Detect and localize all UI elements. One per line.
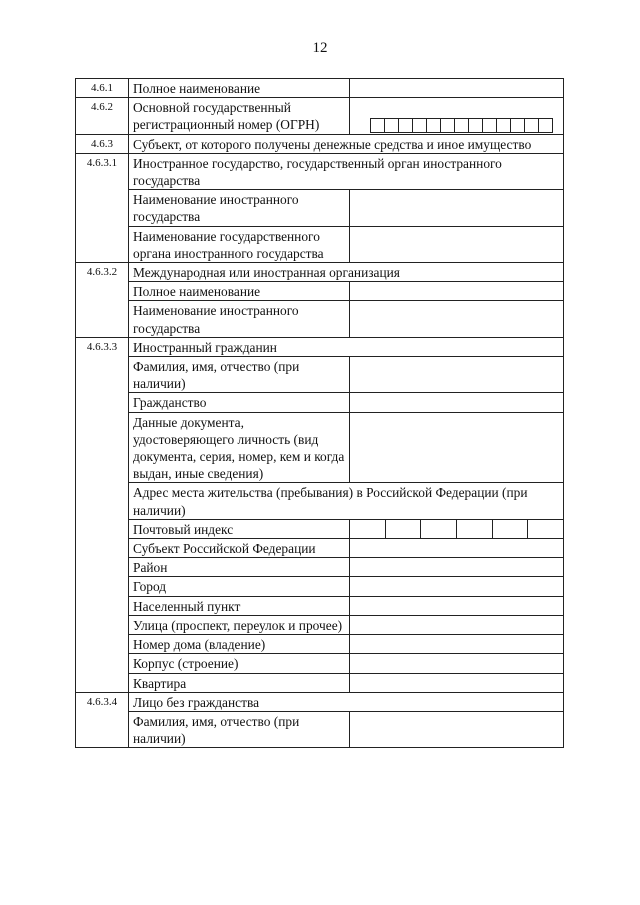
- field-label: Номер дома (владение): [129, 635, 350, 654]
- ogrn-digit-box[interactable]: [510, 118, 525, 133]
- row-number: 4.6.2: [76, 98, 129, 134]
- row-4-6-3-4: [76, 692, 564, 711]
- citizenship-field[interactable]: [350, 393, 564, 412]
- apartment-field[interactable]: [350, 673, 564, 692]
- section-heading: Адрес места жительства (пребывания) в Российской Федерации (при наличии): [129, 483, 564, 519]
- district-field[interactable]: [350, 558, 564, 577]
- foreign-state-name-field[interactable]: [350, 190, 564, 226]
- postal-digit-box[interactable]: [456, 520, 492, 538]
- row-4-6-3-2: [76, 263, 564, 282]
- ogrn-digit-box[interactable]: [468, 118, 483, 133]
- section-heading: Лицо без гражданства: [129, 692, 564, 711]
- ogrn-digit-box[interactable]: [426, 118, 441, 133]
- row-number: 4.6.3: [76, 134, 129, 153]
- organization-full-name-field[interactable]: [350, 282, 564, 301]
- field-label: Наименование государственного органа иностранного государства: [129, 226, 350, 262]
- identity-document-field[interactable]: [350, 412, 564, 483]
- field-label: Субъект Российской Федерации: [129, 539, 350, 558]
- ogrn-digit-box[interactable]: [398, 118, 413, 133]
- ogrn-digit-box[interactable]: [370, 118, 385, 133]
- state-body-name-field[interactable]: [350, 226, 564, 262]
- disclosure-form-table: [75, 78, 564, 748]
- field-label: Фамилия, имя, отчество (при наличии): [129, 711, 350, 747]
- field-label: Наименование иностранного государства: [129, 301, 350, 337]
- postal-digit-box[interactable]: [527, 520, 563, 538]
- row-number: 4.6.1: [76, 79, 129, 98]
- row-number: 4.6.3.3: [76, 337, 129, 692]
- field-label: Наименование иностранного государства: [129, 190, 350, 226]
- organization-state-name-field[interactable]: [350, 301, 564, 337]
- street-field[interactable]: [350, 615, 564, 634]
- field-label: Улица (проспект, переулок и прочее): [129, 615, 350, 634]
- field-label: Населенный пункт: [129, 596, 350, 615]
- postal-code-field[interactable]: [350, 519, 564, 538]
- stateless-full-name-field[interactable]: [350, 711, 564, 747]
- field-label: Гражданство: [129, 393, 350, 412]
- row-4-6-3: [76, 134, 564, 153]
- postal-digit-box[interactable]: [385, 520, 421, 538]
- ogrn-digit-box[interactable]: [440, 118, 455, 133]
- field-label: Фамилия, имя, отчество (при наличии): [129, 357, 350, 393]
- postal-code-digit-boxes[interactable]: [350, 520, 563, 538]
- house-number-field[interactable]: [350, 635, 564, 654]
- ogrn-digit-box[interactable]: [454, 118, 469, 133]
- row-number: 4.6.3.1: [76, 153, 129, 262]
- field-label: Корпус (строение): [129, 654, 350, 673]
- page-number: 12: [312, 40, 328, 56]
- section-heading: Иностранный гражданин: [129, 337, 564, 356]
- building-field[interactable]: [350, 654, 564, 673]
- field-label: Квартира: [129, 673, 350, 692]
- field-label: Основной государственный регистрационный номер (ОГРН): [129, 98, 350, 134]
- ogrn-digit-box[interactable]: [412, 118, 427, 133]
- row-4-6-2: [76, 98, 564, 134]
- field-label: Данные документа, удостоверяющего личность (вид документа, серия, номер, кем и когда выдан, иные сведения): [129, 412, 350, 483]
- settlement-field[interactable]: [350, 596, 564, 615]
- field-label: Почтовый индекс: [129, 519, 350, 538]
- field-label: Полное наименование: [129, 79, 350, 98]
- postal-digit-box[interactable]: [492, 520, 528, 538]
- full-name-field[interactable]: [350, 79, 564, 98]
- field-label: Полное наименование: [129, 282, 350, 301]
- row-number: 4.6.3.4: [76, 692, 129, 748]
- ogrn-digit-box[interactable]: [524, 118, 539, 133]
- row-4-6-3-3: [76, 337, 564, 356]
- field-label: Город: [129, 577, 350, 596]
- ogrn-field[interactable]: [350, 98, 564, 134]
- row-number: 4.6.3.2: [76, 263, 129, 338]
- citizen-full-name-field[interactable]: [350, 357, 564, 393]
- row-4-6-3-1: [76, 153, 564, 189]
- field-label: Район: [129, 558, 350, 577]
- section-heading: Международная или иностранная организация: [129, 263, 564, 282]
- postal-digit-box[interactable]: [420, 520, 456, 538]
- city-field[interactable]: [350, 577, 564, 596]
- region-field[interactable]: [350, 539, 564, 558]
- ogrn-digit-boxes[interactable]: [354, 118, 559, 133]
- ogrn-digit-box[interactable]: [538, 118, 553, 133]
- section-heading: Субъект, от которого получены денежные средства и иное имущество: [129, 134, 564, 153]
- postal-digit-box[interactable]: [350, 520, 385, 538]
- ogrn-digit-box[interactable]: [496, 118, 511, 133]
- section-heading: Иностранное государство, государственный орган иностранного государства: [129, 153, 564, 189]
- ogrn-digit-box[interactable]: [384, 118, 399, 133]
- row-4-6-1: [76, 79, 564, 98]
- ogrn-digit-box[interactable]: [482, 118, 497, 133]
